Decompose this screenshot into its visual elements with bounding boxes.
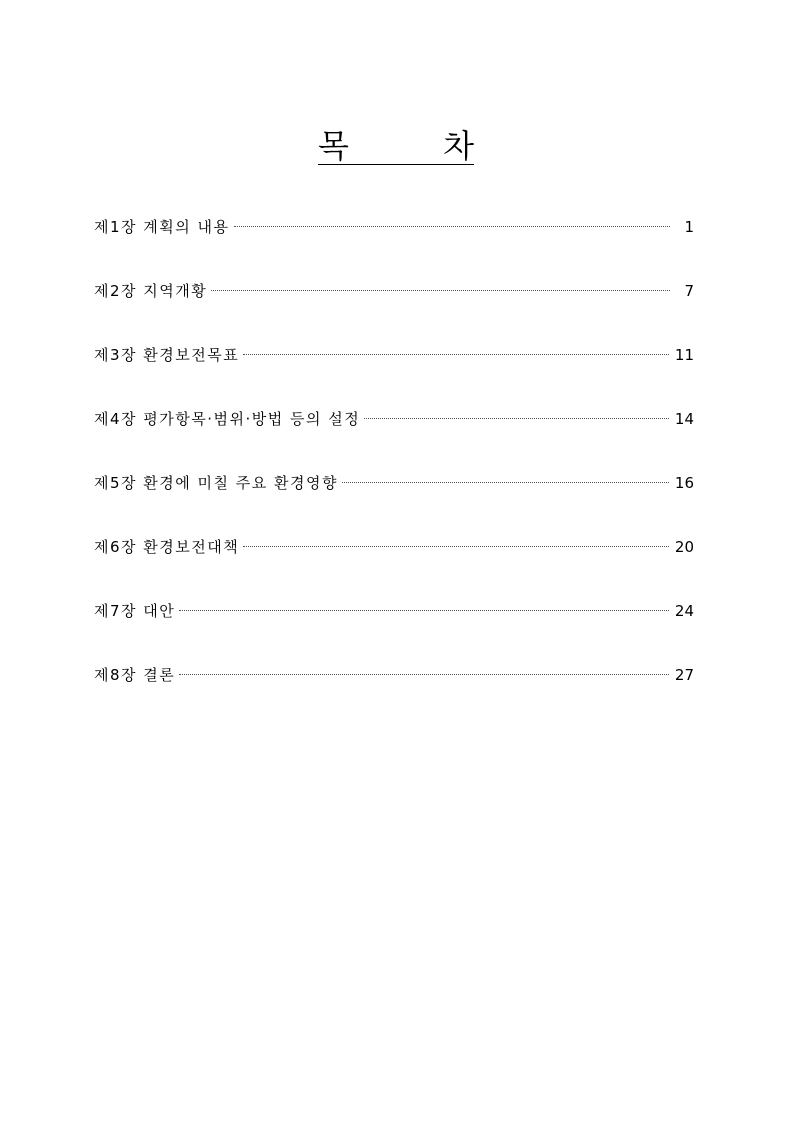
toc-leader-dots bbox=[234, 226, 670, 227]
toc-entry-label: 제6장 환경보전대책 bbox=[94, 538, 240, 556]
page-title bbox=[318, 128, 474, 165]
toc-entry-page: 16 bbox=[674, 474, 694, 492]
toc-leader-dots bbox=[342, 482, 669, 483]
toc-entry-label: 제2장 지역개황 bbox=[94, 282, 208, 300]
toc-entry-label: 제3장 환경보전목표 bbox=[94, 346, 240, 364]
toc-entry-label: 제1장 계획의 내용 bbox=[94, 218, 230, 236]
toc-entry-page: 1 bbox=[684, 218, 694, 236]
toc-entry-chapter-6[interactable] bbox=[94, 536, 694, 558]
toc-leader-dots bbox=[364, 418, 669, 419]
toc-entry-chapter-4[interactable] bbox=[94, 408, 694, 430]
title-first-char: 목 bbox=[318, 127, 349, 165]
toc-entry-label: 제4장 평가항목·범위·방법 등의 설정 bbox=[94, 410, 361, 428]
toc-entry-chapter-7[interactable] bbox=[94, 600, 694, 622]
toc-leader-dots bbox=[243, 546, 669, 547]
title-second-char: 차 bbox=[443, 127, 474, 165]
toc-leader-dots bbox=[243, 354, 669, 355]
toc-entry-chapter-2[interactable] bbox=[94, 280, 694, 302]
toc-entry-chapter-1[interactable] bbox=[94, 216, 694, 238]
toc-entry-page: 14 bbox=[674, 410, 694, 428]
toc-leader-dots bbox=[211, 290, 670, 291]
toc-entry-page: 7 bbox=[684, 282, 694, 300]
toc-entry-label: 제8장 결론 bbox=[94, 666, 176, 684]
toc-entry-page: 20 bbox=[674, 538, 694, 556]
toc-entry-chapter-3[interactable] bbox=[94, 344, 694, 366]
toc-entry-chapter-5[interactable] bbox=[94, 472, 694, 494]
toc-entry-page: 11 bbox=[674, 346, 694, 364]
toc-entry-label: 제5장 환경에 미칠 주요 환경영향 bbox=[94, 474, 338, 492]
toc-entry-label: 제7장 대안 bbox=[94, 602, 176, 620]
toc-entry-page: 27 bbox=[674, 666, 694, 684]
toc-leader-dots bbox=[179, 610, 669, 611]
toc-entry-page: 24 bbox=[674, 602, 694, 620]
toc-leader-dots bbox=[179, 674, 669, 675]
toc-entry-chapter-8[interactable] bbox=[94, 664, 694, 686]
